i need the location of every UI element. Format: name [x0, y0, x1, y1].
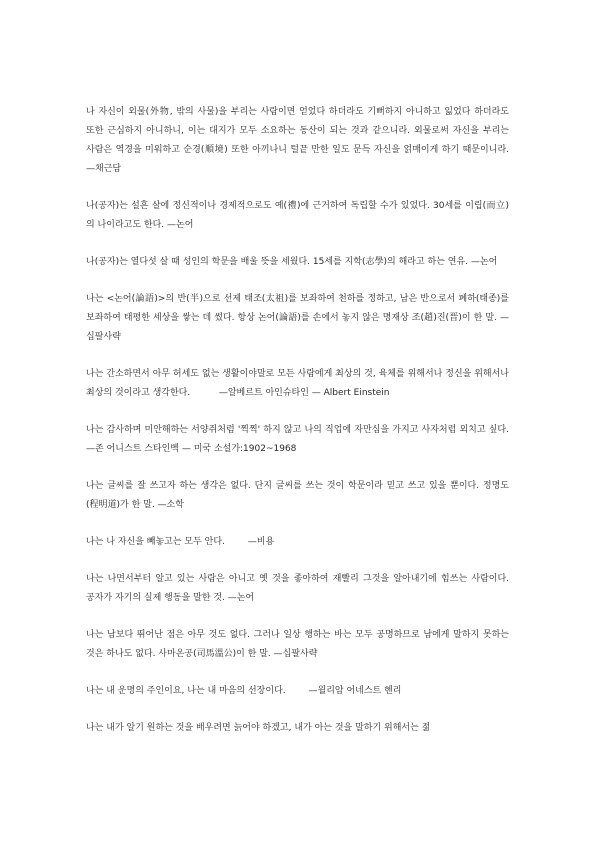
quote-paragraph-3: 나(공자)는 열다섯 살 때 성인의 학문을 배울 뜻을 세웠다. 15세를 지학(志學)의 해라고 하는 연유. —논어	[86, 257, 498, 267]
quote-paragraph-2: 나(공자)는 설흔 살에 정신적이나 경제적으로도 예(禮)에 근거하여 독립할 수가 있었다. 30세를 이립(而立)의 나이라고도 한다. —논어	[86, 201, 509, 230]
quote-paragraph-6: 나는 감사하며 미안해하는 서양쥐처럼 '찍찍' 하지 않고 나의 직업에 자만심을 가지고 사자처럼 외치고 싶다. —존 어니스트 스타인벡 — 미국 소설가:1902~1968	[86, 425, 532, 454]
quote-paragraph-8: 나는 나 자신을 빼놓고는 모두 안다. —비용	[86, 537, 275, 547]
quote-paragraph-12: 나는 내가 알기 원하는 것을 배우려면 늙어야 하겠고, 내가 아는 것을 말하기 위해서는 젊	[86, 723, 431, 733]
quote-paragraph-9: 나는 나면서부터 알고 있는 사람은 아니고 옛 것을 좋아하여 재빨리 그것을 알아내기에 힘쓰는 사람이다. 공자가 자기의 실제 행동을 말한 것. —논어	[86, 574, 512, 603]
quote-paragraph-5: 나는 간소하면서 아무 허세도 없는 생활이야말로 모든 사람에게 최상의 것, 육체를 위해서나 정신을 위해서나 최상의 것이라고 생각한다. —알베르트 아인슈타인 — Albert Einstein	[86, 369, 512, 398]
quote-paragraph-1: 나 자신이 외물(外物, 밖의 사물)을 부리는 사람이면 얻었다 하더라도 기뻐하지 아니하고 잃었다 하더라도 또한 근심하지 아니하니, 이는 대지가 모두 소요하는 동산이 되는 것과 같으니라. 외물로써 자신을 부리는 사람은 역경을 미워하고 순경(順境) 또한 아끼나니 털끝 만한 일도 문득 자신을 얽매이게 하기 때문이니라. —채근담	[86, 107, 512, 174]
quote-paragraph-11: 나는 내 운명의 주인이요, 나는 내 마음의 선장이다. —윌리암 어네스트 헨리	[86, 686, 402, 696]
quote-paragraph-10: 나는 남보다 뛰어난 점은 아무 것도 없다. 그러나 일상 행하는 바는 모두 공명하므로 남에게 말하지 못하는 것은 하나도 없다. 사마온공(司馬溫公)이 한 말. —십팔사략	[86, 630, 512, 659]
quote-paragraph-4: 나는 <논어(論語)>의 반(半)으로 선제 태조(太祖)를 보좌하여 천하를 정하고, 남은 반으로서 폐하(태종)를 보좌하여 태평한 세상을 쌓는 데 썼다. 항상 논어(論語)를 손에서 놓지 않은 명재상 조(趙)진(晋)이 한 말. —십팔사략	[86, 294, 512, 342]
quote-paragraph-7: 나는 글씨를 잘 쓰고자 하는 생각은 없다. 단지 글씨를 쓰는 것이 학문이라 믿고 쓰고 있을 뿐이다. 정명도(程明道)가 한 말. —소학	[86, 481, 509, 510]
